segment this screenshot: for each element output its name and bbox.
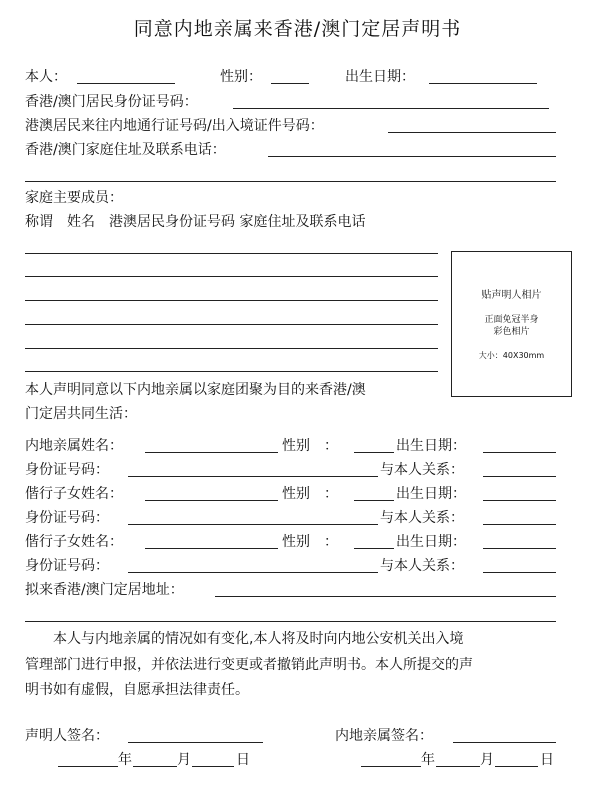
relative-gender-field[interactable] xyxy=(354,438,394,453)
child-name-field[interactable] xyxy=(145,534,278,549)
day-label: 日 xyxy=(540,752,554,768)
birth-field[interactable] xyxy=(429,69,537,84)
self-label: 本人： xyxy=(25,69,67,85)
gender-label: 性别： xyxy=(220,69,262,85)
photo-size: 大小：40X30mm xyxy=(478,351,545,360)
self-name-field[interactable] xyxy=(77,69,175,84)
year-label: 年 xyxy=(421,752,435,768)
planned-address-continuation-line[interactable] xyxy=(25,621,556,622)
child-relation-label: 与本人关系： xyxy=(380,510,464,526)
child-relation-field[interactable] xyxy=(483,558,556,573)
hk-id-label: 香港/澳门居民身份证号码： xyxy=(25,94,198,110)
photo-label: 贴声明人相片 xyxy=(481,290,542,301)
declarant-month-field[interactable] xyxy=(133,752,177,767)
declaration-line-2: 管理部门进行申报，并依法进行变更或者撤销此声明书。本人所提交的声 xyxy=(25,657,473,673)
family-row-line[interactable] xyxy=(25,348,438,349)
birth-label: 出生日期： xyxy=(345,69,415,85)
child-gender-label: 性别 ： xyxy=(282,486,338,502)
travel-permit-label: 港澳居民来往内地通行证号码/出入境证件号码： xyxy=(25,118,324,134)
photo-spec-2: 彩色相片 xyxy=(493,327,530,337)
relative-gender-label: 性别 ： xyxy=(282,438,338,454)
relative-month-field[interactable] xyxy=(436,752,480,767)
family-row-line[interactable] xyxy=(25,253,438,254)
declarant-signature-field[interactable] xyxy=(128,728,263,743)
travel-permit-field[interactable] xyxy=(388,118,556,133)
child-id-label: 身份证号码： xyxy=(25,510,109,526)
month-label: 月 xyxy=(480,752,494,768)
family-columns: 称谓 姓名 港澳居民身份证号码 家庭住址及联系电话 xyxy=(25,214,366,230)
year-label: 年 xyxy=(118,752,132,768)
family-row-line[interactable] xyxy=(25,371,438,372)
address-continuation-line[interactable] xyxy=(25,181,556,182)
child-relation-label: 与本人关系： xyxy=(380,558,464,574)
child-relation-field[interactable] xyxy=(483,510,556,525)
relative-birth-label: 出生日期： xyxy=(396,438,466,454)
planned-address-field[interactable] xyxy=(215,582,556,597)
day-label: 日 xyxy=(236,752,250,768)
child-name-label: 偕行子女姓名： xyxy=(25,534,123,550)
child-id-field[interactable] xyxy=(128,510,378,525)
family-heading: 家庭主要成员： xyxy=(25,190,123,206)
address-phone-label: 香港/澳门家庭住址及联系电话： xyxy=(25,142,226,158)
relative-signature-label: 内地亲属签名： xyxy=(335,728,433,744)
photo-spec-1: 正面免冠半身 xyxy=(484,315,539,325)
relative-year-field[interactable] xyxy=(361,752,421,767)
child-id-field[interactable] xyxy=(128,558,378,573)
relative-relation-field[interactable] xyxy=(483,462,556,477)
month-label: 月 xyxy=(177,752,191,768)
child-birth-field[interactable] xyxy=(483,534,556,549)
child-name-field[interactable] xyxy=(145,486,278,501)
family-row-line[interactable] xyxy=(25,300,438,301)
child-birth-field[interactable] xyxy=(483,486,556,501)
child-gender-label: 性别 ： xyxy=(282,534,338,550)
declarant-day-field[interactable] xyxy=(192,752,234,767)
declarant-signature-label: 声明人签名： xyxy=(25,728,109,744)
family-row-line[interactable] xyxy=(25,324,438,325)
declarant-year-field[interactable] xyxy=(58,752,118,767)
child-gender-field[interactable] xyxy=(354,534,394,549)
child-birth-label: 出生日期： xyxy=(396,486,466,502)
page-title: 同意内地亲属来香港/澳门定居声明书 xyxy=(133,18,462,40)
planned-address-label: 拟来香港/澳门定居地址： xyxy=(25,582,184,598)
declaration-line-3: 明书如有虚假，自愿承担法律责任。 xyxy=(25,682,249,698)
declaration-line-1: 本人与内地亲属的情况如有变化,本人将及时向内地公安机关出入境 xyxy=(53,631,464,647)
relative-name-label: 内地亲属姓名： xyxy=(25,438,123,454)
child-id-label: 身份证号码： xyxy=(25,558,109,574)
relative-id-field[interactable] xyxy=(128,462,378,477)
statement-line-2: 门定居共同生活： xyxy=(25,406,137,422)
child-gender-field[interactable] xyxy=(354,486,394,501)
relative-signature-field[interactable] xyxy=(453,728,556,743)
relative-relation-label: 与本人关系： xyxy=(380,462,464,478)
relative-name-field[interactable] xyxy=(145,438,278,453)
hk-id-field[interactable] xyxy=(233,94,549,109)
relative-id-label: 身份证号码： xyxy=(25,462,109,478)
statement-line-1: 本人声明同意以下内地亲属以家庭团聚为目的来香港/澳 xyxy=(25,382,366,398)
gender-field[interactable] xyxy=(271,69,309,84)
address-phone-field[interactable] xyxy=(268,142,556,157)
family-row-line[interactable] xyxy=(25,276,438,277)
relative-day-field[interactable] xyxy=(495,752,538,767)
child-name-label: 偕行子女姓名： xyxy=(25,486,123,502)
photo-box xyxy=(451,251,572,397)
relative-birth-field[interactable] xyxy=(483,438,556,453)
child-birth-label: 出生日期： xyxy=(396,534,466,550)
